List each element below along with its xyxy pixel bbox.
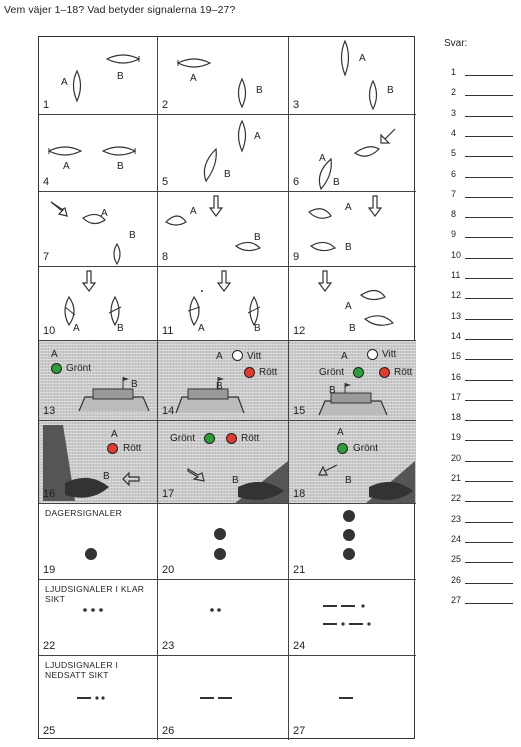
cell-9 bbox=[289, 192, 416, 267]
cell-5 bbox=[158, 115, 289, 192]
sailboat-figure bbox=[39, 267, 158, 341]
sailboat-figure bbox=[39, 115, 158, 192]
cell-number: 20 bbox=[162, 564, 175, 576]
green-light-icon bbox=[204, 433, 215, 444]
cell-number: 5 bbox=[162, 176, 169, 188]
cell-2 bbox=[158, 37, 289, 115]
cell-17 bbox=[158, 421, 289, 504]
answer-line[interactable] bbox=[447, 490, 513, 504]
boat-label-b: B bbox=[232, 475, 239, 486]
answer-blank[interactable] bbox=[465, 319, 513, 320]
cell-19 bbox=[39, 504, 158, 580]
answer-line[interactable] bbox=[447, 470, 513, 484]
answer-blank[interactable] bbox=[465, 501, 513, 502]
answer-line[interactable] bbox=[447, 64, 513, 78]
light-color-label: Rött bbox=[259, 367, 278, 378]
boat-label-b: B bbox=[131, 379, 138, 390]
answer-number: 21 bbox=[451, 473, 462, 483]
boat-label-b: B bbox=[254, 323, 261, 334]
cell-number: 26 bbox=[162, 725, 175, 737]
cell-1 bbox=[39, 37, 158, 115]
answer-line[interactable] bbox=[447, 450, 513, 464]
day-signal-ball bbox=[85, 548, 97, 560]
answer-blank[interactable] bbox=[465, 603, 513, 604]
boat-label-a: A bbox=[337, 427, 344, 438]
answer-blank[interactable] bbox=[465, 75, 513, 76]
cell-number: 1 bbox=[43, 99, 50, 111]
answer-number: 26 bbox=[451, 574, 462, 585]
cell-13 bbox=[39, 341, 158, 421]
section-title-sound-clear: LJUDSIGNALER I KLAR SIKT bbox=[45, 584, 145, 604]
section-title-sound-reduced: LJUDSIGNALER I NEDSATT SIKT bbox=[45, 660, 119, 680]
white-light-icon bbox=[232, 350, 243, 361]
question-text: Vem väjer 1–18? Vad betyder signalerna 19–27? bbox=[4, 4, 236, 16]
boat-label-b: B bbox=[216, 381, 223, 392]
answer-line[interactable] bbox=[447, 166, 513, 180]
answer-number: 14 bbox=[451, 330, 462, 341]
answer-number: 12 bbox=[451, 290, 462, 301]
answer-blank[interactable] bbox=[465, 237, 513, 238]
answer-line[interactable] bbox=[447, 186, 513, 200]
boat-label-b: B bbox=[117, 323, 124, 334]
cell-12 bbox=[289, 267, 416, 341]
cell-number: 9 bbox=[293, 251, 300, 263]
cell-number: 8 bbox=[162, 251, 169, 263]
boat-label-b: B bbox=[224, 169, 231, 180]
cell-24 bbox=[289, 580, 416, 656]
answer-blank[interactable] bbox=[465, 278, 513, 279]
cell-number: 4 bbox=[43, 176, 50, 188]
boat-label-a: A bbox=[345, 202, 352, 213]
answer-line[interactable] bbox=[447, 551, 513, 565]
answer-number: 4 bbox=[451, 127, 457, 138]
light-color-label: Grönt bbox=[353, 443, 379, 454]
answer-line[interactable] bbox=[447, 348, 513, 362]
answer-number: 19 bbox=[451, 432, 462, 443]
cell-23 bbox=[158, 580, 289, 656]
green-light-icon bbox=[337, 443, 348, 454]
answer-number: 25 bbox=[451, 554, 462, 565]
answer-line[interactable] bbox=[447, 592, 513, 606]
boat-label-b: B bbox=[117, 71, 124, 82]
section-title-day-signals: DAGERSIGNALER bbox=[45, 508, 123, 518]
cell-number: 25 bbox=[43, 725, 56, 737]
answer-number: 8 bbox=[451, 209, 457, 220]
answer-line[interactable] bbox=[447, 369, 513, 383]
boat-label-a: A bbox=[216, 351, 223, 362]
answer-blank[interactable] bbox=[465, 440, 513, 441]
day-signal-ball bbox=[343, 529, 355, 541]
answer-line[interactable] bbox=[447, 389, 513, 403]
answer-blank[interactable] bbox=[465, 95, 513, 96]
cell-number: 6 bbox=[293, 176, 300, 188]
sailboat-figure bbox=[39, 192, 158, 267]
sound-signal-figure bbox=[158, 580, 289, 656]
answer-number: 16 bbox=[451, 371, 462, 382]
boat-bow-figure bbox=[289, 341, 416, 421]
sound-signal-figure bbox=[39, 580, 158, 656]
answer-blank[interactable] bbox=[465, 542, 513, 543]
light-color-label: Rött bbox=[394, 367, 413, 378]
answer-number: 9 bbox=[451, 229, 457, 240]
cell-number: 18 bbox=[293, 488, 306, 500]
answer-blank[interactable] bbox=[465, 562, 513, 563]
answer-blank[interactable] bbox=[465, 400, 513, 401]
answer-blank[interactable] bbox=[465, 156, 513, 157]
answer-line[interactable] bbox=[447, 429, 513, 443]
boat-label-b: B bbox=[256, 85, 263, 96]
cell-18 bbox=[289, 421, 416, 504]
answer-line[interactable] bbox=[447, 84, 513, 98]
boat-label-a: A bbox=[111, 429, 118, 440]
answer-blank[interactable] bbox=[465, 339, 513, 340]
cell-number: 11 bbox=[162, 325, 174, 337]
boat-label-a: A bbox=[345, 301, 352, 312]
light-color-label: Rött bbox=[241, 433, 260, 444]
answer-blank[interactable] bbox=[465, 197, 513, 198]
boat-label-b: B bbox=[349, 323, 356, 334]
light-color-label: Grönt bbox=[319, 367, 345, 378]
light-color-label: Vitt bbox=[247, 351, 262, 362]
answer-blank[interactable] bbox=[465, 217, 513, 218]
light-color-label: Grönt bbox=[170, 433, 196, 444]
cell-3 bbox=[289, 37, 416, 115]
answer-line[interactable] bbox=[447, 267, 513, 281]
cell-number: 23 bbox=[162, 640, 175, 652]
answer-number: 17 bbox=[451, 391, 462, 402]
answer-line[interactable] bbox=[447, 145, 513, 159]
answer-number: 10 bbox=[451, 249, 462, 260]
answer-blank[interactable] bbox=[465, 522, 513, 523]
sailboat-figure bbox=[158, 192, 289, 267]
cell-7 bbox=[39, 192, 158, 267]
answer-line[interactable] bbox=[447, 409, 513, 423]
answer-number: 2 bbox=[451, 87, 457, 98]
boat-label-b: B bbox=[103, 471, 110, 482]
answer-line[interactable] bbox=[447, 308, 513, 322]
cell-26 bbox=[158, 656, 289, 740]
answer-line[interactable] bbox=[447, 572, 513, 586]
answer-line[interactable] bbox=[447, 287, 513, 301]
boat-label-a: A bbox=[51, 349, 58, 360]
answer-line[interactable] bbox=[447, 247, 513, 261]
answer-number: 11 bbox=[451, 270, 461, 280]
answer-line[interactable] bbox=[447, 531, 513, 545]
answer-number: 27 bbox=[451, 594, 462, 605]
cell-number: 27 bbox=[293, 725, 306, 737]
boat-label-b: B bbox=[329, 385, 336, 396]
cell-number: 19 bbox=[43, 564, 56, 576]
red-light-icon bbox=[226, 433, 237, 444]
answer-number: 22 bbox=[451, 493, 462, 504]
cell-number: 12 bbox=[293, 325, 306, 337]
answer-number: 24 bbox=[451, 533, 462, 544]
cell-number: 24 bbox=[293, 640, 306, 652]
answer-number: 23 bbox=[451, 513, 462, 524]
cell-number: 14 bbox=[162, 405, 175, 417]
day-signal-ball bbox=[343, 548, 355, 560]
answer-blank[interactable] bbox=[465, 583, 513, 584]
answer-blank[interactable] bbox=[465, 298, 513, 299]
cell-number: 22 bbox=[43, 640, 56, 652]
boat-bow-figure bbox=[158, 341, 289, 421]
answer-blank[interactable] bbox=[465, 481, 513, 482]
cell-number: 17 bbox=[162, 488, 175, 500]
day-signal-ball bbox=[214, 528, 226, 540]
cell-number: 10 bbox=[43, 325, 56, 337]
boat-label-b: B bbox=[254, 232, 261, 243]
answer-blank[interactable] bbox=[465, 258, 513, 259]
red-light-icon bbox=[244, 367, 255, 378]
white-light-icon bbox=[367, 349, 378, 360]
sailboat-figure bbox=[158, 37, 289, 115]
boat-label-a: A bbox=[198, 323, 205, 334]
boat-label-a: A bbox=[341, 351, 348, 362]
answer-number: 18 bbox=[451, 412, 462, 423]
light-color-label: Rött bbox=[123, 443, 142, 454]
light-color-label: Vitt bbox=[382, 349, 397, 360]
answer-blank[interactable] bbox=[465, 420, 513, 421]
boat-label-a: A bbox=[101, 208, 108, 219]
cell-10 bbox=[39, 267, 158, 341]
sailboat-figure bbox=[158, 115, 289, 192]
sound-signal-figure bbox=[289, 656, 416, 740]
answer-blank[interactable] bbox=[465, 116, 513, 117]
cell-6 bbox=[289, 115, 416, 192]
answer-blank[interactable] bbox=[465, 177, 513, 178]
sailboat-figure bbox=[289, 115, 416, 192]
answer-number: 7 bbox=[451, 188, 457, 199]
boat-label-b: B bbox=[387, 85, 394, 96]
boat-label-a: A bbox=[61, 77, 68, 88]
cell-4 bbox=[39, 115, 158, 192]
cell-21 bbox=[289, 504, 416, 580]
boat-label-b: B bbox=[117, 161, 124, 172]
sailboat-night-figure bbox=[39, 421, 158, 504]
answer-line[interactable] bbox=[447, 511, 513, 525]
answer-header: Svar: bbox=[444, 38, 468, 49]
cell-number: 15 bbox=[293, 405, 306, 417]
day-signal-ball bbox=[214, 548, 226, 560]
answer-number: 6 bbox=[451, 168, 457, 179]
sound-signal-figure bbox=[158, 656, 289, 740]
answer-blank[interactable] bbox=[465, 359, 513, 360]
answer-line[interactable] bbox=[447, 105, 513, 119]
cell-number: 7 bbox=[43, 251, 50, 263]
exercise-grid bbox=[38, 36, 415, 739]
sound-signal-figure bbox=[289, 580, 416, 656]
boat-label-b: B bbox=[345, 475, 352, 486]
cell-number: 21 bbox=[293, 564, 306, 576]
cell-11 bbox=[158, 267, 289, 341]
answer-blank[interactable] bbox=[465, 380, 513, 381]
boat-label-b: B bbox=[333, 177, 340, 188]
cell-number: 13 bbox=[43, 405, 56, 417]
cell-20 bbox=[158, 504, 289, 580]
answer-line[interactable] bbox=[447, 328, 513, 342]
sailboat-figure bbox=[158, 267, 289, 341]
green-light-icon bbox=[353, 367, 364, 378]
boat-label-a: A bbox=[359, 53, 366, 64]
answer-number: 13 bbox=[451, 310, 462, 321]
boat-label-a: A bbox=[190, 73, 197, 84]
answer-line[interactable] bbox=[447, 206, 513, 220]
answer-number: 20 bbox=[451, 452, 462, 463]
cell-number: 3 bbox=[293, 99, 300, 111]
light-color-label: Grönt bbox=[66, 363, 92, 374]
boat-label-b: B bbox=[129, 230, 136, 241]
cell-8 bbox=[158, 192, 289, 267]
sailboat-figure bbox=[39, 37, 158, 115]
sailboat-night-figure bbox=[289, 421, 416, 504]
answer-line[interactable] bbox=[447, 125, 513, 139]
boat-label-a: A bbox=[254, 131, 261, 142]
answer-blank[interactable] bbox=[465, 461, 513, 462]
answer-number: 1 bbox=[451, 67, 457, 77]
cell-16 bbox=[39, 421, 158, 504]
green-light-icon bbox=[51, 363, 62, 374]
boat-label-b: B bbox=[345, 242, 352, 253]
boat-label-a: A bbox=[190, 206, 197, 217]
cell-14 bbox=[158, 341, 289, 421]
cell-number: 2 bbox=[162, 99, 169, 111]
cell-22 bbox=[39, 580, 158, 656]
cell-number: 16 bbox=[43, 488, 56, 500]
sound-signal-figure bbox=[39, 656, 158, 740]
boat-label-a: A bbox=[63, 161, 70, 172]
cell-27 bbox=[289, 656, 416, 740]
boat-label-a: A bbox=[319, 153, 326, 164]
sailboat-figure bbox=[289, 192, 416, 267]
cell-15 bbox=[289, 341, 416, 421]
answer-number: 5 bbox=[451, 148, 457, 159]
answer-line[interactable] bbox=[447, 226, 513, 240]
answer-number: 3 bbox=[451, 107, 457, 118]
sailboat-figure bbox=[289, 37, 416, 115]
answer-blank[interactable] bbox=[465, 136, 513, 137]
red-light-icon bbox=[379, 367, 390, 378]
boat-label-a: A bbox=[73, 323, 80, 334]
red-light-icon bbox=[107, 443, 118, 454]
day-signal-ball bbox=[343, 510, 355, 522]
answer-number: 15 bbox=[451, 351, 462, 362]
cell-25 bbox=[39, 656, 158, 740]
